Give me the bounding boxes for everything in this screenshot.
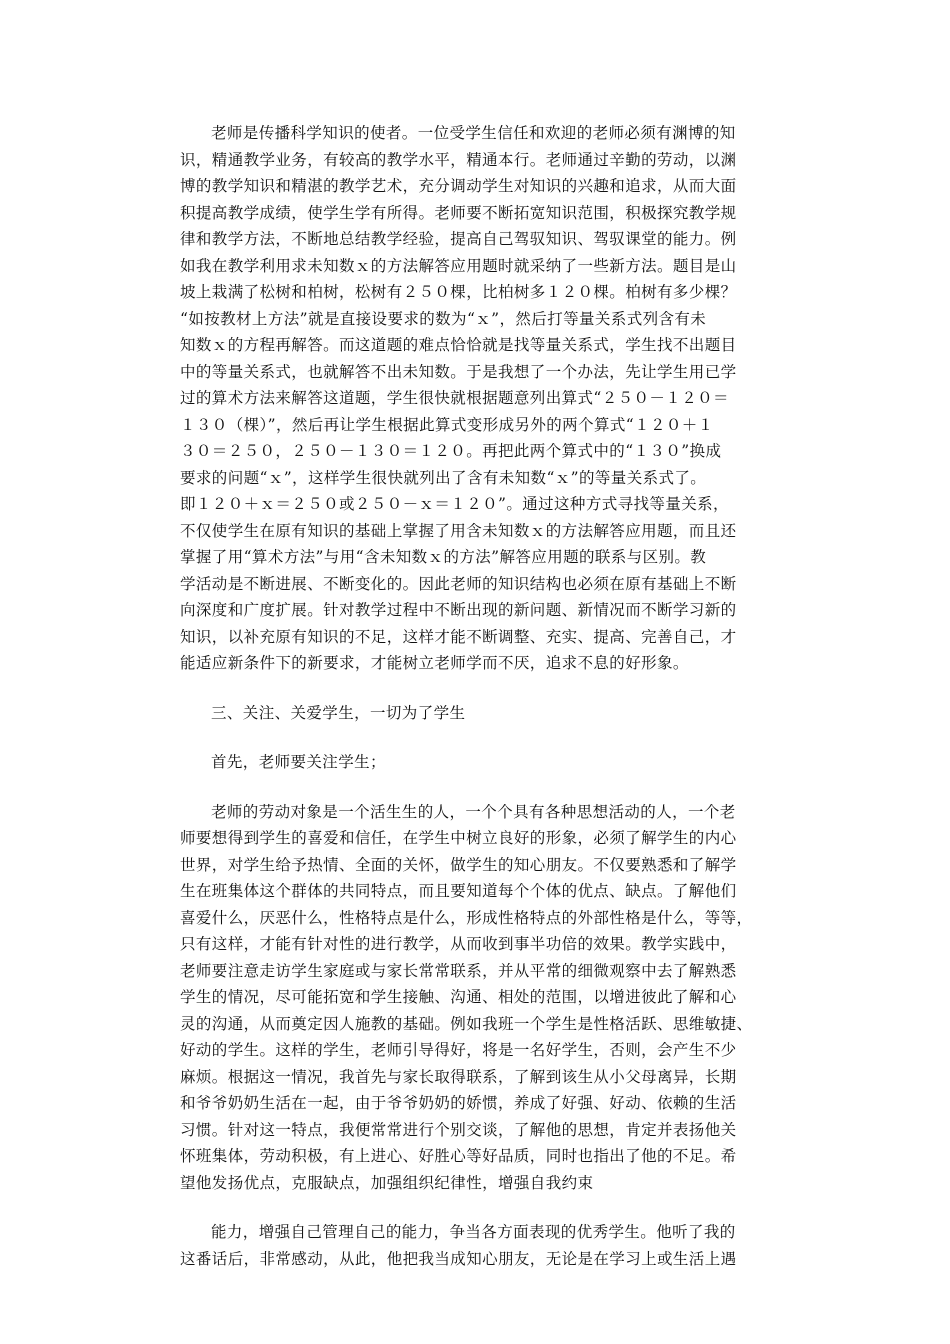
text-line: 识，精通教学业务，有较高的教学水平，精通本行。老师通过辛勤的劳动，以渊 (180, 150, 737, 169)
text-line: 只有这样，才能有针对性的进行教学，从而收到事半功倍的效果。教学实践中， (180, 935, 737, 953)
text-line: 能力，增强自己管理自己的能力，争当各方面表现的优秀学生。他听了我的 (211, 1223, 736, 1241)
text-line: 老师是传播科学知识的使者。一位受学生信任和欢迎的老师必须有渊博的知 (211, 124, 736, 142)
paragraph-care-students (180, 799, 780, 1197)
text-line: 要求的问题“ｘ”，这样学生很快就列出了含有未知数“ｘ”的等量关系式了。 (180, 468, 707, 487)
text-line: 学活动是不断进展、不断变化的。因此老师的知识结构也必须在原有基础上不断 (180, 574, 737, 593)
paragraph-spacer (180, 726, 780, 749)
text-line: 知数ｘ的方程再解答。而这道题的难点恰恰就是找等量关系式，学生找不出题目 (180, 336, 737, 354)
text-line: 喜爱什么，厌恶什么，性格特点是什么，形成性格特点的外部性格是什么，等等， (180, 908, 753, 927)
text-line: 老师的劳动对象是一个活生生的人，一个个具有各种思想活动的人，一个老 (211, 802, 736, 821)
text-line: 生在班集体这个群体的共同特点，而且要知道每个个体的优点、缺点。了解他们 (180, 882, 737, 900)
section-heading-text: 三、关注、关爱学生，一切为了学生 (211, 703, 466, 722)
text-line: 向深度和广度扩展。针对教学过程中不断出现的新问题、新情况而不断学习新的 (180, 601, 737, 619)
text-line: 如我在教学利用求未知数ｘ的方法解答应用题时就采纳了一些新方法。题目是山 (180, 256, 737, 275)
text-line: １３０（棵）”，然后再让学生根据此算式变形成另外的两个算式“１２０＋１ (180, 415, 714, 434)
text-line: 灵的沟通，从而奠定因人施教的基础。例如我班一个学生是性格活跃、思维敏捷、 (180, 1014, 753, 1033)
section-heading (180, 700, 780, 727)
text-line: 怀班集体，劳动积极，有上进心、好胜心等好品质，同时也指出了他的不足。希 (180, 1147, 737, 1165)
text-line: 律和教学方法，不断地总结教学经验，提高自己驾驭知识、驾驭课堂的能力。例 (180, 230, 737, 248)
text-line: ３０＝２５０，２５０－１３０＝１２０。再把此两个算式中的“１３０”换成 (180, 442, 722, 460)
text-line: 麻烦。根据这一情况，我首先与家长取得联系，了解到该生从小父母离异，长期 (180, 1067, 737, 1086)
paragraph-spacer (180, 677, 780, 700)
document-page (180, 120, 780, 1272)
text-line: 世界，对学生给予热情、全面的关怀，做学生的知心朋友。不仅要熟悉和了解学 (180, 855, 737, 874)
paragraph-spacer (180, 776, 780, 799)
text-line: 能适应新条件下的新要求，才能树立老师学而不厌，追求不息的好形象。 (180, 654, 689, 672)
text-line: “如按教材上方法”就是直接设要求的数为“ｘ”，然后打等量关系式列含有未 (180, 309, 707, 328)
paragraph-spacer (180, 1196, 780, 1219)
text-line: 即１２０＋ｘ＝２５０或２５０－ｘ＝１２０”。通过这种方式寻找等量关系， (180, 495, 729, 513)
text-line: 知识，以补充原有知识的不足，这样才能不断调整、充实、提高、完善自己，才 (180, 627, 737, 646)
text-line: 师要想得到学生的喜爱和信任，在学生中树立良好的形象，必须了解学生的内心 (180, 829, 737, 847)
text-line: 中的等量关系式，也就解答不出未知数。于是我想了一个办法，先让学生用已学 (180, 362, 737, 381)
paragraph-first-point (180, 749, 780, 776)
text-line: 积提高教学成绩，使学生学有所得。老师要不断拓宽知识范围，积极探究教学规 (180, 203, 737, 222)
text-line: 好动的学生。这样的学生，老师引导得好，将是一名好学生，否则，会产生不少 (180, 1041, 737, 1059)
text-line: 博的教学知识和精湛的教学艺术，充分调动学生对知识的兴趣和追求，从而大面 (180, 177, 737, 195)
text-line: 不仅使学生在原有知识的基础上掌握了用含未知数ｘ的方法解答应用题，而且还 (180, 521, 737, 540)
text-line: 学生的情况，尽可能拓宽和学生接触、沟通、相处的范围，以增进彼此了解和心 (180, 988, 737, 1006)
text-line: 和爷爷奶奶生活在一起，由于爷爷奶奶的娇惯，养成了好强、好动、依赖的生活 (180, 1094, 737, 1112)
paragraph-teacher-knowledge (180, 120, 780, 677)
text-line: 望他发扬优点，克服缺点，加强组织纪律性，增强自我约束 (180, 1173, 594, 1192)
text-line: 坡上栽满了松树和柏树，松树有２５０棵，比柏树多１２０棵。柏树有多少棵？ (180, 283, 737, 301)
text-line: 首先，老师要关注学生； (211, 753, 386, 771)
text-line: 过的算术方法来解答这道题，学生很快就根据题意列出算式“２５０－１２０＝ (180, 389, 729, 407)
text-line: 掌握了用“算术方法”与用“含未知数ｘ的方法”解答应用题的联系与区别。教 (180, 548, 707, 566)
text-line: 习惯。针对这一特点，我便常常进行个别交谈，了解他的思想，肯定并表扬他关 (180, 1120, 737, 1139)
text-line: 这番话后，非常感动，从此，他把我当成知心朋友，无论是在学习上或生活上遇 (180, 1249, 737, 1268)
paragraph-ability (180, 1219, 780, 1272)
text-line: 老师要注意走访学生家庭或与家长常常联系，并从平常的细微观察中去了解熟悉 (180, 961, 737, 980)
